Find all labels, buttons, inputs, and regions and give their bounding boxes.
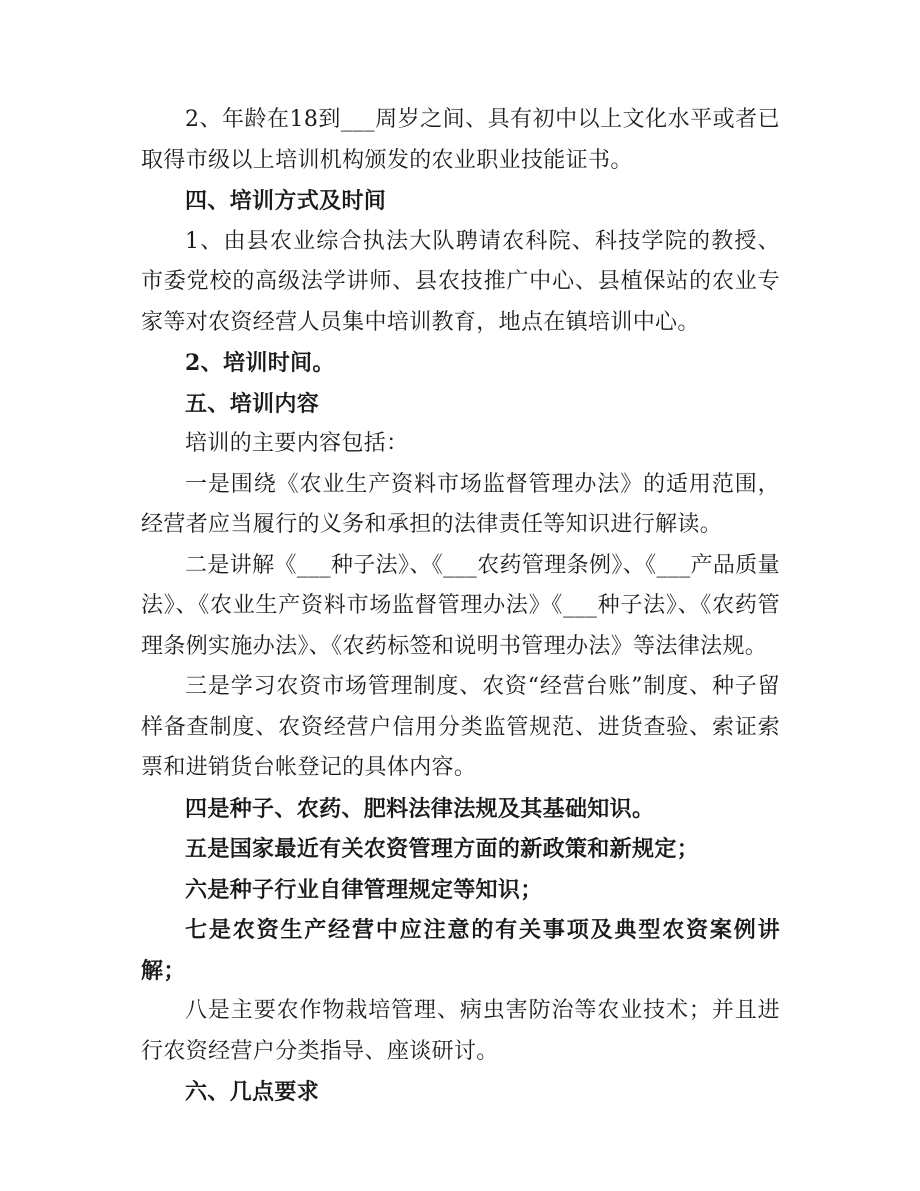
- paragraph-training-method: 1、由县农业综合执法大队聘请农科院、科技学院的教授、市委党校的高级法学讲师、县农技推广中心、县植保站的农业专家等对农资经营人员集中培训教育，地点在镇培训中心。: [141, 228, 780, 335]
- section-heading-requirements: 六、几点要求: [185, 1079, 320, 1105]
- paragraph-training-time: 2、培训时间。: [185, 350, 335, 376]
- paragraph-content-item-2: 二是讲解《___种子法》、《___农药管理条例》、《___产品质量法》、《农业生产资料市场监督管理办法》《___种子法》、《农药管理条例实施办法》、《农药标签和说明书管理办法》等法律法规。: [141, 552, 780, 659]
- paragraph-content-item-1: 一是围绕《农业生产资料市场监督管理办法》的适用范围，经营者应当履行的义务和承担的法律责任等知识进行解读。: [141, 471, 780, 537]
- paragraph-content-intro: 培训的主要内容包括：: [185, 431, 409, 456]
- paragraph-content-item-7: 七是农资生产经营中应注意的有关事项及典型农资案例讲解；: [141, 917, 780, 984]
- section-heading-training-content: 五、培训内容: [185, 390, 320, 417]
- paragraph-content-item-3: 三是学习农资市场管理制度、农资“经营台账”制度、种子留样备查制度、农资经营户信用分类监管规范、进货查验、索证索票和进销货台帐登记的具体内容。: [141, 674, 780, 780]
- paragraph-content-item-4: 四是种子、农药、肥料法律法规及其基础知识。: [185, 795, 655, 822]
- paragraph-content-item-8: 八是主要农作物栽培管理、病虫害防治等农业技术；并且进行农资经营户分类指导、座谈研讨。: [141, 998, 780, 1064]
- paragraph-age-requirement: 2、年龄在18到___周岁之间、具有初中以上文化水平或者已取得市级以上培训机构颁发的农业职业技能证书。: [141, 107, 780, 173]
- paragraph-content-item-5: 五是国家最近有关农资管理方面的新政策和新规定；: [185, 836, 700, 862]
- section-heading-training-method: 四、培训方式及时间: [185, 188, 387, 214]
- paragraph-content-item-6: 六是种子行业自律管理规定等知识；: [185, 876, 543, 903]
